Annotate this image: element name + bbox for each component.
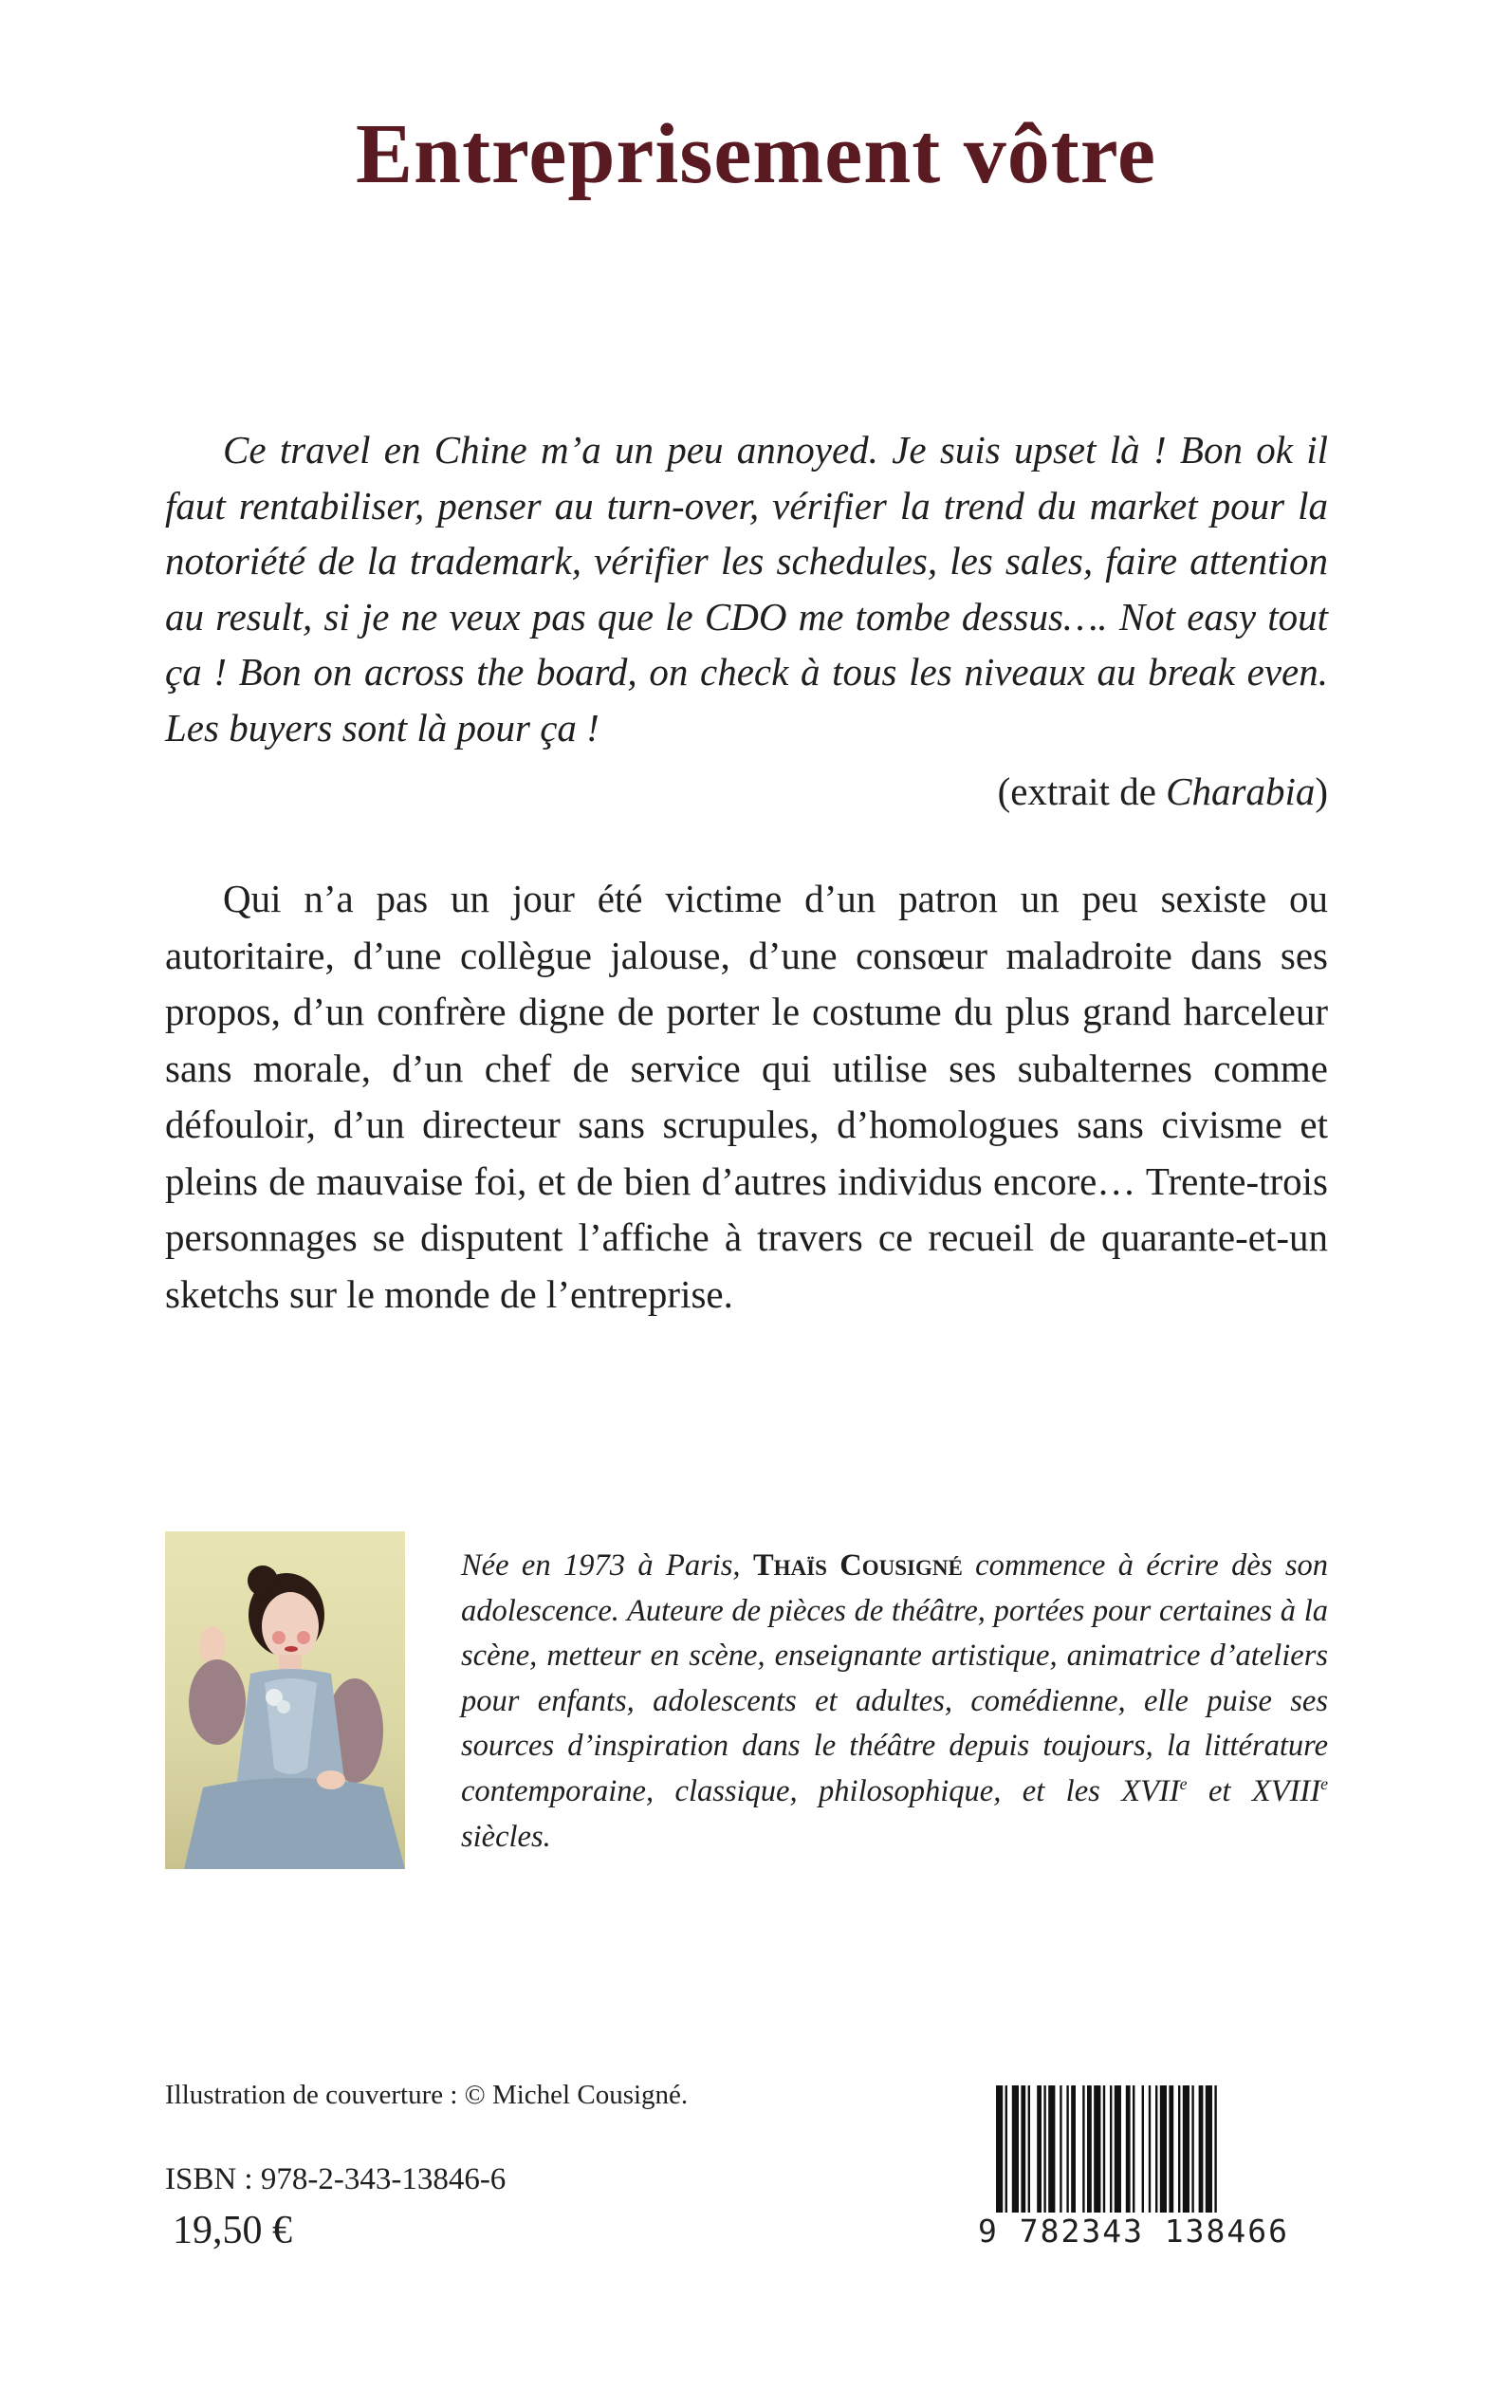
barcode-bar [1214,2085,1216,2213]
barcode-bar [1133,2085,1134,2213]
bio-mid: et XVIII [1187,1773,1321,1808]
barcode-bar [1169,2085,1173,2213]
barcode-bar [1087,2085,1092,2213]
summary-text: Qui n’a pas un jour été victime d’un patron un peu sexiste ou autoritaire, d’une collègue jalouse, d’une consœur maladroite dans ses propos, d’un confrère digne de porter le costume du plus grand harceleur sans morale, d’un chef de service qui utilise ses subalternes comme défouloir, d’un directeur sans scrupules, d’homologues sans civisme et pleins de mauvaise foi, et de bien d’autres individus encore… Trente-trois personnages se disputent l’affiche à travers ce recueil de quarante-et-un sketchs sur le monde de l’entreprise. [165,877,1328,1316]
author-photo-illustration [165,1531,405,1869]
bio-body: commence à écrire dès son adolescence. Auteure de pièces de théâtre, portées pour certaines à la scène, metteur en scène, enseignante artistique, animatrice d’ateliers pour enfants, adolescents et adultes, comédienne, elle puise ses sources d’inspiration dans le théâtre depuis toujours, la littérature contemporaine, classique, philosophique, et les XVII [461,1548,1328,1808]
excerpt-source-title: Charabia [1166,769,1316,813]
barcode-bar [1028,2085,1030,2213]
barcode-bar [1005,2085,1007,2213]
barcode-bar [1142,2085,1144,2213]
excerpt-source-prefix: (extrait de [997,769,1167,813]
barcode-bar [1048,2085,1055,2213]
barcode [996,2085,1290,2213]
barcode-bar [1155,2085,1157,2213]
barcode-bar [1126,2085,1131,2213]
barcode-bar [1115,2085,1121,2213]
barcode-bar [1110,2085,1112,2213]
barcode-bar [1082,2085,1084,2213]
summary-block [165,871,1328,1323]
barcode-bar [1037,2085,1042,2213]
barcode-bar [1060,2085,1061,2213]
price: 19,50 € [173,2209,292,2252]
excerpt-text: Ce travel en Chine m’a un peu annoyed. Je suis upset là ! Bon ok il faut rentabiliser, penser au turn-over, vérifier la trend du market pour la notoriété de la trademark, vérifier les schedules, les sales, faire attention au result, si je ne veux pas que le CDO me tombe dessus…. Not easy tout ça ! Bon on across the board, on check à tous les niveaux au break even. Les buyers sont là pour ça ! [165,428,1328,750]
barcode-bar [1178,2085,1180,2213]
barcode-bar [1149,2085,1151,2213]
isbn: ISBN : 978-2-343-13846-6 [165,2162,507,2196]
bio-superscript-1: e [1179,1774,1188,1794]
barcode-bar [1183,2085,1189,2213]
author-bio [461,1544,1328,1860]
barcode-bar [1021,2085,1025,2213]
barcode-bar [1066,2085,1068,2213]
barcode-bar [1043,2085,1045,2213]
bio-lead: Née en 1973 à Paris, [461,1548,753,1583]
bio-superscript-2: e [1320,1774,1328,1794]
barcode-bar [996,2085,1003,2213]
barcode-bar [1103,2085,1105,2213]
author-name: Thaïs Cousigné [752,1548,963,1583]
barcode-digits: 9 782343 138466 [978,2213,1290,2250]
cover-credit: Illustration de couverture : © Michel Cousigné. [165,2080,689,2110]
excerpt-source [998,764,1328,819]
excerpt-block [165,422,1328,756]
book-title: Entreprisement vôtre [356,107,1156,201]
author-bio-text [461,1544,1328,1860]
barcode-bar [1012,2085,1019,2213]
barcode-bar [1160,2085,1167,2213]
barcode-bar [1199,2085,1204,2213]
author-photo [165,1531,405,1869]
barcode-bar [1206,2085,1212,2213]
barcode-bar [1071,2085,1076,2213]
barcode-bar [1094,2085,1100,2213]
barcode-bar [1191,2085,1193,2213]
bio-end: siècles. [461,1819,551,1854]
excerpt-source-suffix: ) [1315,769,1328,813]
